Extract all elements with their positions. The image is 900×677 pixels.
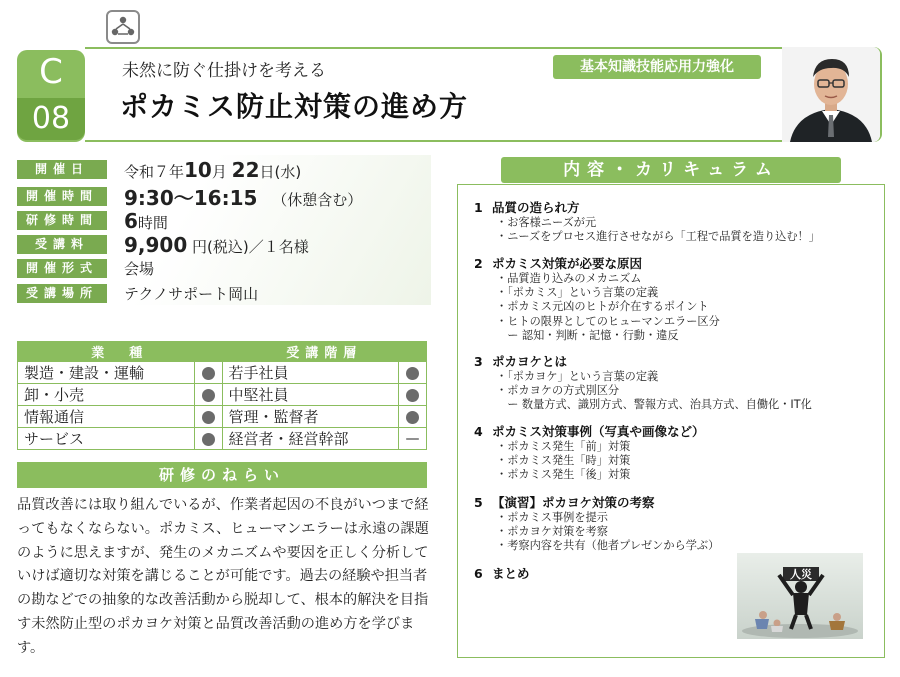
level-cell: 管理・監督者 (222, 406, 399, 428)
hours-unit: 時間 (137, 213, 168, 232)
list-item: ・「ポカミス」という言葉の定義 (496, 286, 659, 300)
list-item: ー 数量方式、識別方式、警報方式、治具方式、自働化・IT化 (496, 398, 812, 412)
level-cell: 中堅社員 (222, 384, 399, 406)
fee-value-wrap (124, 233, 309, 257)
course-title: ポカミス防止対策の進め方 (120, 90, 469, 123)
industry-cell: 情報通信 (18, 406, 195, 428)
date-label: 開催日 (17, 160, 107, 179)
list-item: ・ニーズをプロセス進行させながら「工程で品質を造り込む！」 (496, 230, 820, 244)
industry-cell: 製造・建設・運輸 (18, 362, 195, 384)
list-item: ・ポカミス発生「時」対策 (496, 454, 631, 468)
curriculum-section (474, 200, 820, 244)
date-month: 10 (184, 157, 212, 182)
illustration-label: 人災 (790, 568, 812, 581)
time-value: 9:30～16:15 (124, 186, 258, 210)
list-item: ・ポカミス元凶のヒトが介在するポイント (496, 300, 709, 314)
filled-circle-icon (406, 411, 419, 424)
level-header: 受講階層 (222, 342, 427, 362)
list-item: ・ポカミス発生「後」対策 (496, 468, 631, 482)
level-mark-none: — (399, 428, 427, 450)
filled-circle-icon (202, 411, 215, 424)
curriculum-section (474, 495, 719, 554)
section-items (496, 216, 820, 244)
list-item: ー 認知・判断・記憶・行動・違反 (496, 328, 679, 342)
course-code-badge (17, 50, 85, 142)
venue-value: テクノサポート岡山 (124, 285, 259, 303)
curriculum-section (474, 256, 720, 343)
instructor-photo (782, 47, 880, 142)
table-header-row (18, 342, 427, 362)
format-value: 会場 (124, 260, 155, 278)
filled-circle-icon (406, 367, 419, 380)
date-day: 22 (231, 157, 260, 182)
section-title: 1 品質の造られ方 (474, 200, 580, 215)
section-title: 4 ポカミス対策事例（写真や画像など） (474, 424, 705, 439)
section-items (496, 370, 812, 413)
section-title: 5 【演習】ポカヨケ対策の考察 (474, 495, 655, 510)
table-row (18, 362, 427, 384)
human-error-illustration (737, 553, 863, 639)
people-network-icon (106, 10, 140, 44)
list-item: ・考察内容を共有（他者プレゼンから学ぶ） (496, 539, 720, 553)
industry-mark (194, 362, 222, 384)
table-row (18, 384, 427, 406)
info-row-time (17, 186, 363, 210)
list-item: ・ポカミス事例を提示 (496, 511, 608, 524)
date-month-unit: 月 (211, 162, 227, 181)
list-item: ・ポカヨケの方式別区分 (496, 384, 620, 398)
fee-value: 9,900 (124, 232, 188, 257)
time-label: 開催時間 (17, 187, 107, 206)
course-code-number: 08 (17, 98, 85, 140)
level-mark (399, 406, 427, 428)
filled-circle-icon (202, 389, 215, 402)
info-row-venue (17, 284, 258, 303)
fee-label: 受講料 (17, 235, 107, 254)
info-row-date (17, 157, 302, 182)
venue-label: 受講場所 (17, 284, 107, 303)
info-row-format (17, 259, 154, 278)
fee-note: 円(税込)／１名様 (192, 237, 309, 256)
hours-label: 研修時間 (17, 211, 107, 230)
info-row-fee (17, 232, 309, 257)
goal-text: 品質改善には取り組んでいるが、作業者起因の不良がいつまで経ってもなくならない。ポカミス、ヒューマンエラーは永遠の課題のように思えますが、発生のメカニズムや要因を正しく分析していけば適切な対策を講じることが可能です。過去の経験や担当者の勘などでの抽象的な改善活動から脱却して、根本的解決を目指す未然防止型のポカヨケ対策と品質改善活動の進め方を学びます。 (17, 497, 429, 656)
section-title: 6 まとめ (474, 566, 530, 581)
list-item: ・お客様ニーズが元 (496, 216, 597, 229)
table-row (18, 406, 427, 428)
course-code-letter: C (39, 52, 63, 92)
industry-cell: 卸・小売 (18, 384, 195, 406)
list-item: ・品質造り込みのメカニズム (496, 272, 642, 285)
industry-mark (194, 428, 222, 450)
list-item: ・ポカヨケ対策を考察 (496, 525, 608, 539)
filled-circle-icon (202, 433, 215, 446)
list-item: ・「ポカヨケ」という言葉の定義 (496, 370, 659, 383)
level-mark (399, 384, 427, 406)
section-title: 3 ポカヨケとは (474, 354, 568, 369)
time-value-wrap (124, 182, 362, 211)
section-title: 2 ポカミス対策が必要な原因 (474, 256, 643, 271)
industry-mark (194, 406, 222, 428)
goal-heading: 研修のねらい (17, 462, 427, 488)
filled-circle-icon (202, 367, 215, 380)
target-table (17, 341, 427, 450)
filled-circle-icon (406, 389, 419, 402)
section-items (496, 440, 705, 483)
course-subtitle: 未然に防ぐ仕掛けを考える (122, 61, 326, 81)
date-value (124, 158, 301, 182)
date-suffix: 日(水) (259, 162, 302, 181)
format-label: 開催形式 (17, 259, 107, 278)
curriculum-section (474, 566, 530, 582)
section-items (496, 272, 720, 343)
industry-header: 業 種 (18, 342, 223, 362)
curriculum-section (474, 424, 705, 483)
industry-cell: サービス (18, 428, 195, 450)
hours-value: 6 (124, 208, 138, 233)
list-item: ・ヒトの限界としてのヒューマンエラー区分 (496, 314, 720, 328)
level-cell: 若手社員 (222, 362, 399, 384)
info-row-hours (17, 208, 168, 233)
curriculum-section (474, 354, 812, 413)
industry-mark (194, 384, 222, 406)
hours-value-wrap (124, 209, 168, 233)
date-prefix: 令和７年 (124, 162, 185, 181)
curriculum-heading: 内容・カリキュラム (501, 157, 841, 183)
level-cell: 経営者・経営幹部 (222, 428, 399, 450)
time-note: （休憩含む） (272, 191, 363, 209)
category-tag: 基本知識技能応用力強化 (553, 55, 761, 79)
section-items (496, 511, 719, 554)
list-item: ・ポカミス発生「前」対策 (496, 440, 631, 453)
table-row (18, 428, 427, 450)
level-mark (399, 362, 427, 384)
